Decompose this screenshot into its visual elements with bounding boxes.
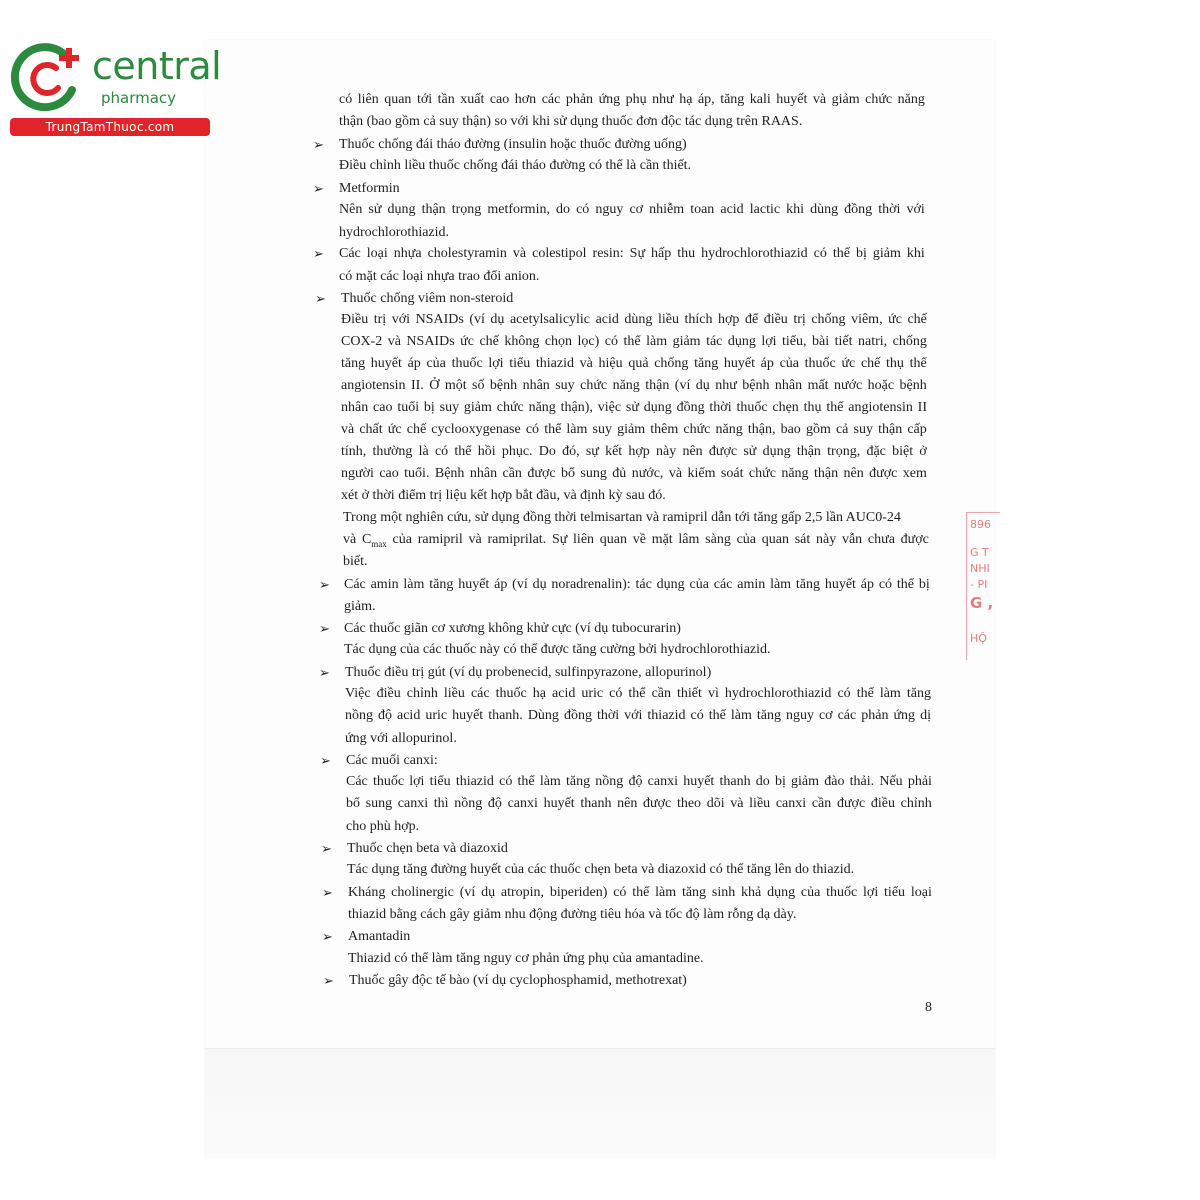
text-line: giảm. (344, 599, 376, 614)
text-line: nhân cao tuổi bị suy giảm chức năng thận), việc sử dụng đồng thời thuốc chẹn thụ thể angiotensin II (341, 400, 927, 415)
bullet-heading: Amantadin (348, 929, 411, 944)
text-line: biết. (343, 554, 368, 569)
bullet-heading: Thuốc gây độc tế bào (ví dụ cyclophosphamid, methotrexat) (349, 973, 687, 988)
bullet-heading: Các loại nhựa cholestyramin và colestipol resin: Sự hấp thu hydrochlorothiazid có thể bị giảm khi (339, 246, 925, 261)
bullet-heading: Thuốc chống viêm non-steroid (341, 291, 514, 306)
text-line: hydrochlorothiazid. (339, 225, 450, 240)
text-line: có liên quan tới tần xuất cao hơn các phản ứng phụ như hạ áp, tăng kali huyết và giảm chức năng (339, 92, 925, 107)
text-line: Điều trị với NSAIDs (ví dụ acetylsalicylic acid dùng liều thích hợp để điều trị chống viêm, ức chế (341, 312, 927, 327)
arrow-bullet-icon: ➢ (319, 665, 330, 680)
text-line: ứng với allopurinol. (345, 731, 457, 746)
stamp-text: NHI (970, 562, 990, 575)
arrow-bullet-icon: ➢ (315, 291, 326, 306)
page-number: 8 (925, 1000, 932, 1015)
bullet-heading: Các thuốc giãn cơ xương không khử cực (ví dụ tubocurarin) (344, 621, 681, 636)
text-line: Tác dụng của các thuốc này có thể được tăng cường bởi hydrochlorothiazid. (344, 642, 771, 657)
brand-name: central (92, 44, 222, 88)
red-stamp-fragment (962, 512, 1000, 660)
bullet-heading: Thuốc chẹn beta và diazoxid (347, 841, 508, 856)
arrow-bullet-icon: ➢ (320, 753, 331, 768)
stamp-text: G T (970, 546, 989, 559)
stamp-text: G , (970, 594, 994, 612)
arrow-bullet-icon: ➢ (322, 929, 333, 944)
text-line: Nên sử dụng thận trọng metformin, do có nguy cơ nhiễm toan acid lactic khi dùng đồng thời với (339, 202, 925, 217)
arrow-bullet-icon: ➢ (313, 137, 324, 152)
text-line: COX-2 và NSAIDs ức chế không chọn lọc) có thể làm giảm tác dụng lợi tiểu, bài tiết natri, chống (341, 334, 927, 349)
text-line: Điều chỉnh liều thuốc chống đái tháo đường có thể là cần thiết. (339, 158, 692, 173)
text-line: Thiazid có thể làm tăng nguy cơ phản ứng phụ của amantadine. (348, 951, 704, 966)
text-line: có mặt các loại nhựa trao đổi anion. (339, 269, 540, 284)
text-line: cho phù hợp. (346, 819, 420, 834)
arrow-bullet-icon: ➢ (319, 577, 330, 592)
text-line: xét ở thời điểm trị liệu kết hợp bắt đầu, và định kỳ sau đó. (341, 488, 666, 503)
stamp-text: - PI (970, 578, 988, 591)
text-line: nồng độ acid uric huyết thanh. Dùng đồng thời với thiazid có thể làm tăng nguy cơ các phản ứng dị (345, 708, 931, 723)
brand-url: TrungTamThuoc.com (10, 118, 210, 136)
arrow-bullet-icon: ➢ (322, 885, 333, 900)
text-line: Tác dụng tăng đường huyết của các thuốc chẹn beta và diazoxid có thể tăng lên do thiazid. (347, 862, 855, 877)
text-line: angiotensin II. Ở một số bệnh nhân suy chức năng thận (ví dụ như bệnh nhân mất nước hoặc bệnh (341, 378, 927, 393)
text-line: và $C_{max}$ của ramipril và ramiprilat. Sự liên quan về mặt lâm sàng của quan sát này vẫn chưa được (343, 532, 929, 549)
text-line: người cao tuổi. Bệnh nhân cần được bổ sung đủ nước, và kiểm soát chức năng thận nên được xem (341, 466, 927, 481)
text-line: và chất ức chế cyclooxygenase có thể làm suy giảm thêm chức năng thận, bao gồm cả suy thận cấp (341, 422, 927, 437)
bullet-heading: Thuốc chống đái tháo đường (insulin hoặc thuốc đường uống) (339, 137, 687, 152)
text-line: Việc điều chỉnh liều các thuốc hạ acid uric có thể cần thiết vì hydrochlorothiazid có thể làm tăng (345, 686, 931, 701)
brand-subtitle: pharmacy (101, 89, 177, 107)
text-line: tính, thường là có thể hồi phục. Do đó, sự kết hợp này nên được sử dụng thận trọng, đặc biệt ở (341, 444, 927, 459)
arrow-bullet-icon: ➢ (321, 841, 332, 856)
arrow-bullet-icon: ➢ (313, 246, 324, 261)
stamp-text: 896 (970, 518, 991, 531)
arrow-bullet-icon: ➢ (319, 621, 330, 636)
stamp-text: HỘ (970, 632, 987, 645)
bullet-heading: Kháng cholinergic (ví dụ atropin, biperiden) có thể làm tăng sinh khả dụng của thuốc lợi tiểu loại (348, 885, 932, 900)
bullet-heading: Các amin làm tăng huyết áp (ví dụ noradrenalin): tác dụng của các amin làm tăng huyết áp có thể bị (344, 577, 930, 592)
text-line: bổ sung canxi thì nồng độ canxi huyết thanh nên được theo dõi và liều canxi cần được điều chỉnh (346, 796, 932, 811)
text-line: tăng huyết áp của thuốc lợi tiểu thiazid và hiệu quả chống tăng huyết áp của thuốc ức chế thụ thể (341, 356, 927, 371)
bullet-heading: Các muối canxi: (346, 753, 438, 768)
text-line: Trong một nghiên cứu, sử dụng đồng thời telmisartan và ramipril dẫn tới tăng gấp 2,5 lần AUC0-24 (343, 510, 901, 525)
text-line: thiazid bằng cách gây giảm nhu động đường tiêu hóa và tốc độ làm rỗng dạ dày. (348, 907, 797, 922)
text-line: thận (bao gồm cả suy thận) so với khi sử dụng thuốc đơn độc tác dụng trên RAAS. (339, 114, 803, 129)
bullet-heading: Metformin (339, 181, 400, 196)
bullet-heading: Thuốc điều trị gút (ví dụ probenecid, sulfinpyrazone, allopurinol) (345, 665, 712, 680)
text-line: Các thuốc lợi tiểu thiazid có thể làm tăng nồng độ canxi huyết thanh do bị giảm đào thải. Nếu phải (346, 774, 932, 789)
arrow-bullet-icon: ➢ (313, 181, 324, 196)
arrow-bullet-icon: ➢ (323, 973, 334, 988)
